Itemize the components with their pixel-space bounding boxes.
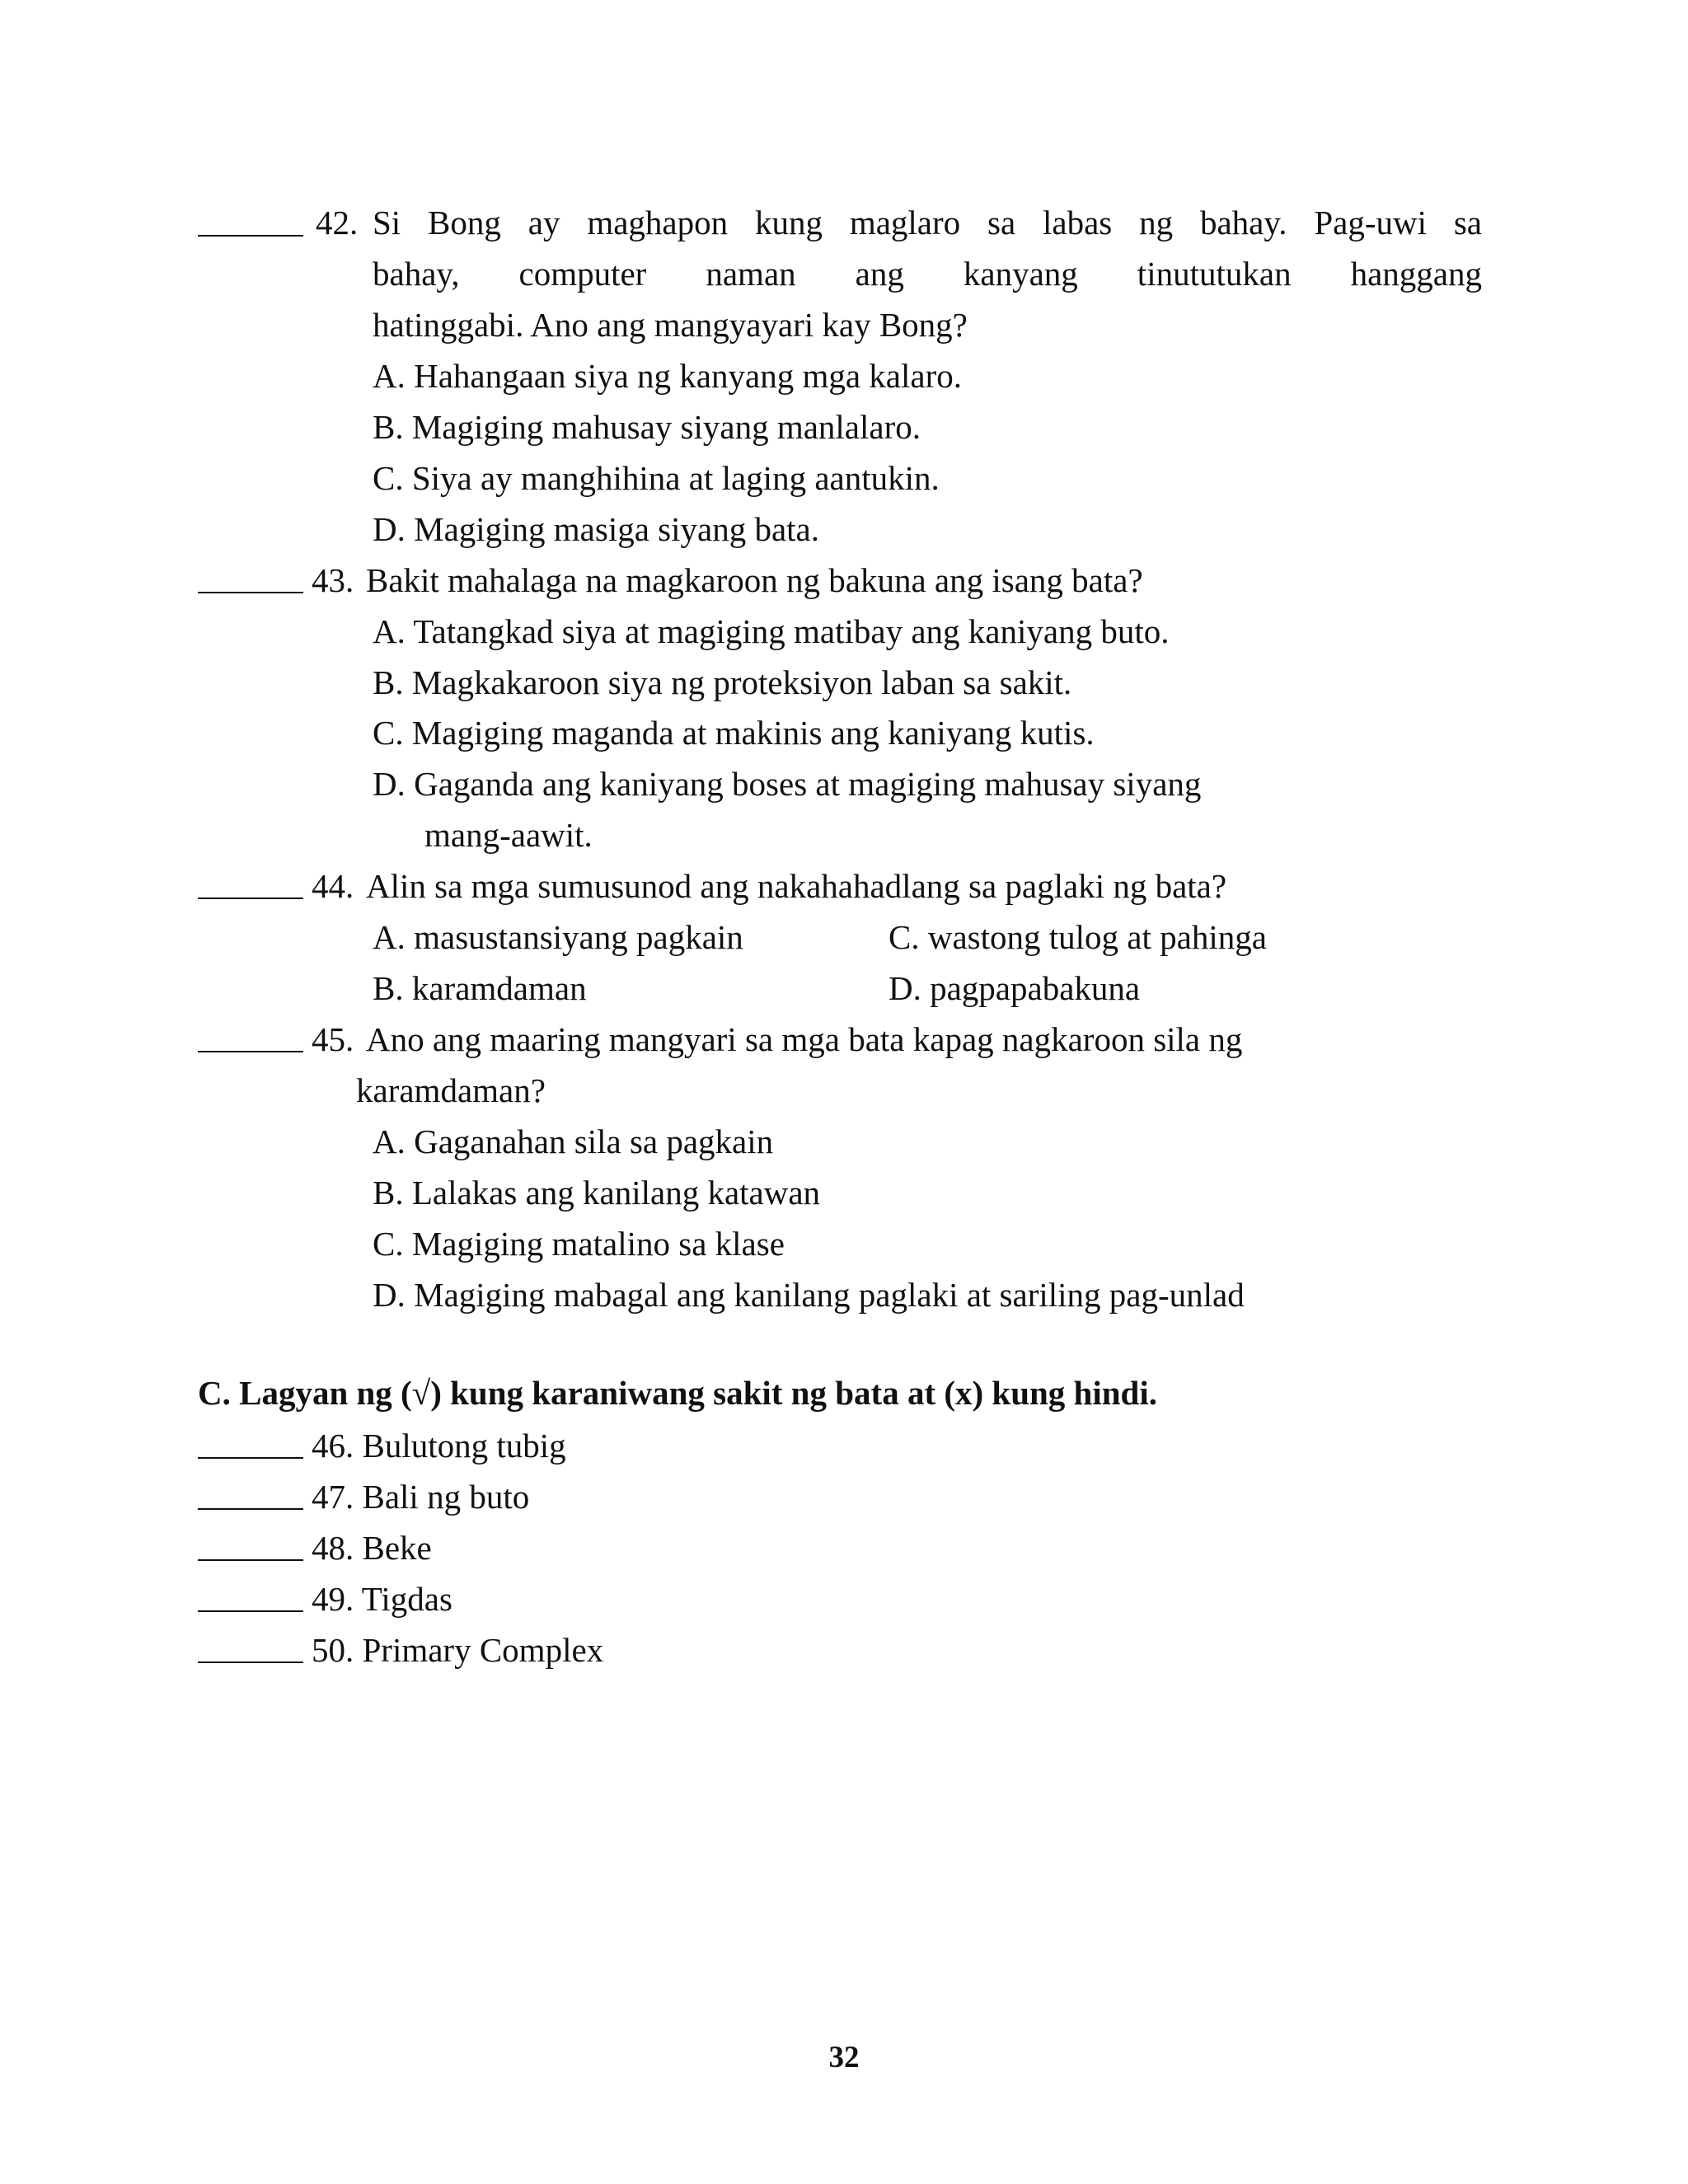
question-45-choice-c: C. Magiging matalino sa klase [373,1225,785,1263]
question-42-choice-d: D. Magiging masiga siyang bata. [373,510,820,548]
question-45-choice-d: D. Magiging mabagal ang kanilang paglaki at sariling pag-unlad [373,1276,1245,1314]
section-c-item-46: 46. Bulutong tubig [312,1427,566,1465]
section-c-item-50: 50. Primary Complex [312,1631,604,1669]
question-45-line-1: Ano ang maaring mangyari sa mga bata kapag nagkaroon sila ng [366,1020,1243,1058]
question-43-line-1: Bakit mahalaga na magkaroon ng bakuna ang isang bata? [366,561,1143,599]
answer-blank-45[interactable] [198,1051,303,1052]
question-42-choice-a: A. Hahangaan siya ng kanyang mga kalaro. [373,357,962,395]
question-44-choice-b: B. karamdaman [373,969,587,1007]
question-number-43: 43. [312,561,354,599]
question-42-choice-b: B. Magiging mahusay siyang manlalaro. [373,408,921,446]
question-42-line-3: hatinggabi. Ano ang mangyayari kay Bong? [373,306,968,344]
question-43-choice-d-continued: mang-aawit. [424,816,593,854]
question-45-line-2: karamdaman? [356,1071,546,1109]
question-43-choice-a: A. Tatangkad siya at magiging matibay ang kaniyang buto. [373,612,1170,650]
answer-blank-44[interactable] [198,898,303,899]
section-c-item-49: 49. Tigdas [312,1580,452,1618]
answer-blank-47[interactable] [198,1508,303,1510]
question-42-choice-c: C. Siya ay manghihina at laging aantukin. [373,459,940,497]
section-c-heading: C. Lagyan ng (√) kung karaniwang sakit ng bata at (x) kung hindi. [198,1374,1157,1412]
question-number-45: 45. [312,1020,354,1058]
answer-blank-49[interactable] [198,1610,303,1612]
question-42-line-2: bahay, computer naman ang kanyang tinututukan hanggang [373,255,1482,293]
answer-blank-50[interactable] [198,1661,303,1663]
section-c-item-47: 47. Bali ng buto [312,1478,530,1516]
question-45-choice-b: B. Lalakas ang kanilang katawan [373,1174,821,1212]
question-43-choice-c: C. Magiging maganda at makinis ang kaniyang kutis. [373,714,1095,752]
answer-blank-46[interactable] [198,1457,303,1459]
question-44-choice-a: A. masustansiyang pagkain [373,918,743,956]
answer-blank-43[interactable] [198,592,303,593]
question-45-choice-a: A. Gaganahan sila sa pagkain [373,1122,774,1160]
answer-blank-42[interactable] [198,235,303,237]
page-number: 32 [828,2041,860,2074]
question-42-line-1: Si Bong ay maghapon kung maglaro sa labas ng bahay. Pag-uwi sa [373,204,1482,241]
question-number-44: 44. [312,867,354,905]
question-number-42: 42. [316,204,359,241]
question-44-line-1: Alin sa mga sumusunod ang nakahahadlang sa paglaki ng bata? [366,867,1227,905]
question-44-choice-d: D. pagpapabakuna [889,969,1141,1007]
question-43-choice-b: B. Magkakaroon siya ng proteksiyon laban sa sakit. [373,663,1072,701]
section-c-item-48: 48. Beke [312,1529,432,1567]
question-44-choice-c: C. wastong tulog at pahinga [889,918,1267,956]
question-43-choice-d: D. Gaganda ang kaniyang boses at magiging mahusay siyang [373,765,1202,803]
answer-blank-48[interactable] [198,1559,303,1561]
